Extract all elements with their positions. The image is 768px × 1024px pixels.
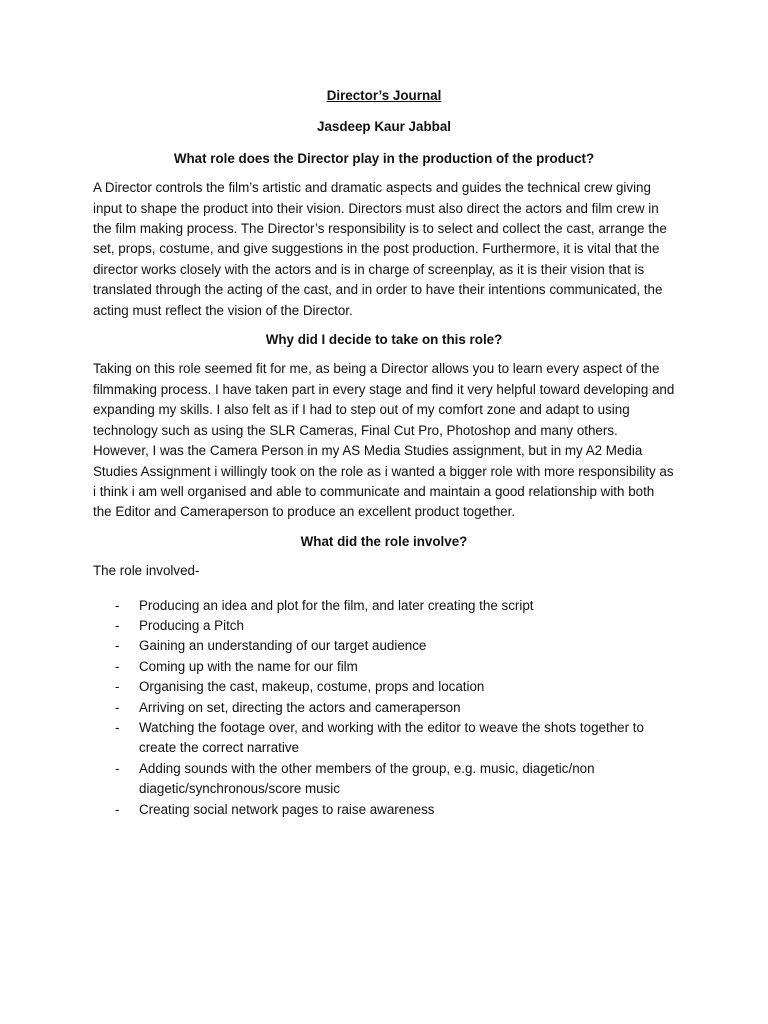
bullet-dash: - [115, 638, 120, 654]
bullet-dash: - [115, 597, 120, 613]
document-title: Director’s Journal [326, 88, 442, 103]
list-item-text: Watching the footage over, and working with the editor to weave the shots together to create the correct narrative [139, 719, 644, 756]
section-paragraph-role: A Director controls the film’s artistic and dramatic aspects and guides the technical crew giving input to shape the product into their vision. Directors must also direct the actors and film crew in the film making process. The Director’s responsibility is to select and collect the cast, arrange the set, props, costume, and give suggestions in the post production. Furthermore, it is vital that the director works closely with the actors and is in charge of screenplay, as it is their vision that is translated through the acting of the cast, and in order to have their intentions communicated, the acting must reflect the vision of the Director. [93, 180, 667, 318]
list-item-text: Adding sounds with the other members of the group, e.g. music, diagetic/non diagetic/synchronous/score music [139, 760, 595, 797]
section-heading-why: Why did I decide to take on this role? [265, 332, 503, 348]
bullet-dash: - [115, 719, 120, 735]
list-item [93, 759, 675, 800]
section-heading-role: What role does the Director play in the production of the product? [173, 150, 595, 166]
list-item-text: Arriving on set, directing the actors and cameraperson [139, 699, 461, 715]
list-item [93, 596, 675, 616]
list-item [93, 636, 675, 656]
bullet-dash: - [115, 699, 120, 715]
section-heading-involve: What did the role involve? [300, 533, 468, 549]
list-item [93, 616, 675, 636]
involve-list [93, 596, 675, 820]
list-item-text: Gaining an understanding of our target audience [139, 638, 427, 654]
list-item-text: Producing an idea and plot for the film, and later creating the script [139, 597, 534, 613]
bullet-dash: - [115, 801, 120, 817]
list-item-text: Producing a Pitch [139, 617, 244, 633]
list-item [93, 698, 675, 718]
involve-intro: The role involved- [93, 563, 200, 579]
section-paragraph-why: Taking on this role seemed fit for me, as being a Director allows you to learn every aspect of the filmmaking process. I have taken part in every stage and find it very helpful toward developing and expanding my skills. I also felt as if I had to step out of my comfort zone and adapt to using technology such as using the SLR Cameras, Final Cut Pro, Photoshop and many others. However, I was the Camera Person in my AS Media Studies assignment, but in my A2 Media Studies Assignment i willingly took on the role as i wanted a bigger role with more responsibility as i think i am well organised and able to communicate and maintain a good relationship with both the Editor and Cameraperson to produce an excellent product together. [93, 361, 675, 520]
bullet-dash: - [115, 617, 120, 633]
bullet-dash: - [115, 760, 120, 776]
document-page [93, 86, 675, 820]
list-item [93, 657, 675, 677]
bullet-dash: - [115, 658, 120, 674]
list-item [93, 800, 675, 820]
author-name: Jasdeep Kaur Jabbal [317, 119, 451, 135]
list-item-text: Creating social network pages to raise awareness [139, 801, 435, 817]
list-item [93, 718, 675, 759]
bullet-dash: - [115, 679, 120, 695]
list-item-text: Coming up with the name for our film [139, 658, 358, 674]
list-item [93, 677, 675, 697]
list-item-text: Organising the cast, makeup, costume, props and location [139, 679, 485, 695]
